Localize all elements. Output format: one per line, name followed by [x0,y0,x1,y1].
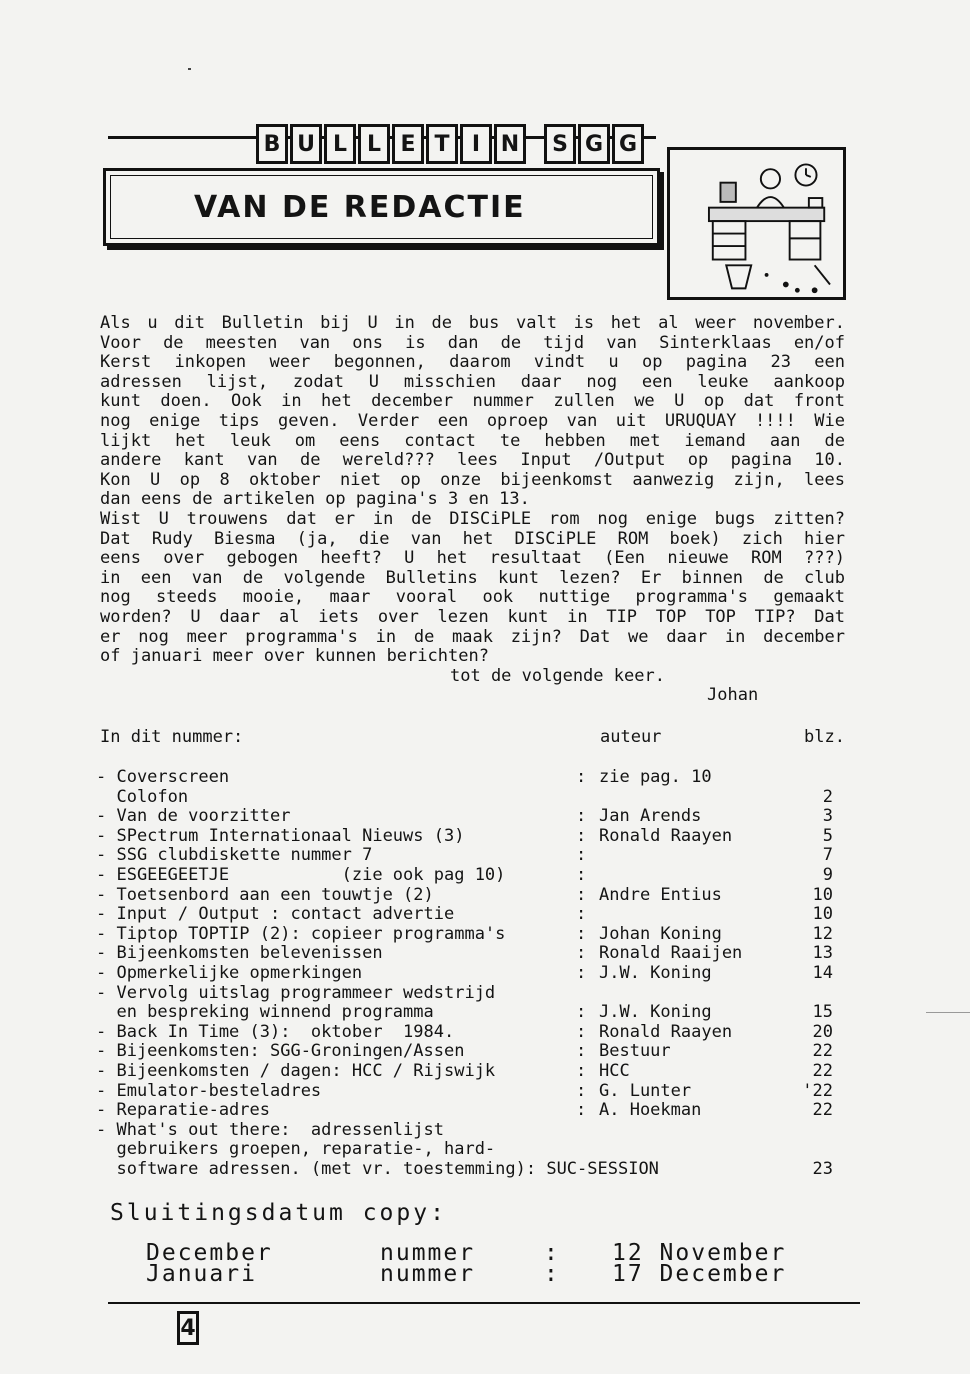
toc-author: Ronald Raayen [599,825,733,846]
intro-line: Wist U trouwens dat er in de DISCiPLE rom nog enige bugs zitten? [100,508,845,529]
toc-colon: : [576,1100,587,1121]
toc-title: - Bijeenkomsten: SGG-Groningen/Assen [96,1041,465,1062]
toc-author: Ronald Raaijen [599,943,743,964]
toc-colon: : [576,923,587,944]
masthead-letter: I [460,124,492,164]
toc-author: Andre Entius [599,884,722,905]
toc-row [96,983,846,1003]
toc-author: HCC [599,1060,630,1081]
signoff: tot de volgende keer. [450,665,665,686]
toc-author: A. Hoekman [599,1100,702,1121]
toc-page: 22 [812,1041,833,1062]
section-title: VAN DE REDACTIE [194,189,526,225]
toc-author: Johan Koning [599,923,722,944]
signature: Johan [707,685,759,706]
toc-title: - Emulator-besteladres [96,1080,322,1101]
intro-line: lijkt het leuk om eens contact te hebben met iemand aan de [100,430,845,451]
closing-date: 17 December [612,1261,787,1287]
bottom-rule [108,1302,860,1304]
intro-line: adressen lijst, zodat U misschien daar nog een leuke aankoop [100,371,845,392]
toc-row [96,826,846,846]
toc-colon: : [576,864,587,885]
toc-colon: : [576,962,587,983]
toc-title: en bespreking winnend programma [96,1002,434,1023]
intro-line: dan eens de artikelen op pagina's 3 en 13. [100,489,530,510]
toc-row [96,1120,846,1140]
toc-colon: : [576,1002,587,1023]
toc-title: - SPectrum Internationaal Nieuws (3) [96,825,465,846]
toc-colon: : [576,943,587,964]
toc-page: 22 [812,1060,833,1081]
intro-line: of januari meer over kunnen berichten? [100,646,489,667]
office-desk-illustration [667,147,846,300]
toc-row [96,1041,846,1061]
page-number: 4 [177,1311,199,1345]
masthead-letter: L [358,124,390,164]
toc-page: 7 [822,845,833,866]
toc-row [96,806,846,826]
toc-title: software adressen. (met vr. toestemming): SUC-SESSION [96,1158,659,1179]
toc-title: - What's out there: adressenlijst [96,1119,444,1140]
intro-line: Voor de meesten van ons is dan de tijd van Sinterklaas en/of [100,332,845,353]
toc-colon: : [576,1041,587,1062]
intro-line: Dat Rudy Biesma (ja, die van het DISCiPLE ROM boek) zich hier [100,528,845,549]
toc-author: J.W. Koning [599,1002,712,1023]
toc-title: - Bijeenkomsten belevenissen [96,943,383,964]
toc-colon: : [576,1080,587,1101]
toc-page: 3 [822,806,833,827]
masthead [256,124,644,164]
toc-title: - ESGEEGEETJE (zie ook pag 10) [96,864,506,885]
toc-heading: In dit nummer: [100,727,244,747]
toc-author: Jan Arends [599,806,702,827]
toc-row [96,885,846,905]
toc-title: - Tiptop TOPTIP (2): copieer programma's [96,923,506,944]
toc-author: Bestuur [599,1041,671,1062]
toc-page: 2 [822,786,833,807]
toc-title: - SSG clubdiskette nummer 7 [96,845,373,866]
intro-line: nog steeds mooie, maar vooral ook nuttige programma's gemaakt [100,587,845,608]
toc-title: - Van de voorzitter [96,806,291,827]
masthead-letter: T [426,124,458,164]
intro-line: worden? U daar al iets over lezen kunt in TIP TOP TOP TIP? Dat [100,606,845,627]
toc-colon: : [576,884,587,905]
toc-colon: : [576,825,587,846]
toc-author: zie pag. 10 [599,767,712,787]
toc-title: Colofon [96,786,189,807]
closing-date: 12 November [612,1240,787,1266]
intro-line: kunt doen. Ook in het december nummer zullen we U op dat front [100,391,845,412]
intro-line: in een van de volgende Bulletins kunt lezen? Er binnen de club [100,567,845,588]
toc-row [96,924,846,944]
toc-page: 23 [812,1158,833,1179]
toc-row [96,767,846,787]
toc-page: 9 [822,864,833,885]
office-desk-icon [670,150,843,297]
closing-title: Sluitingsdatum copy: [110,1200,447,1226]
toc-page: 20 [812,1021,833,1042]
masthead-letter: B [256,124,288,164]
toc-page: 10 [812,884,833,905]
closing-month: Januari [146,1261,257,1287]
toc-page: 13 [812,943,833,964]
toc-row [96,1159,846,1179]
edge-mark [926,1012,970,1013]
intro-text [100,314,845,706]
toc-page: 12 [812,923,833,944]
toc-colon: : [576,904,587,925]
intro-line: andere kant van de wereld??? lees Input /Output op pagina 10. [100,450,845,471]
masthead-letter: E [392,124,424,164]
intro-line: eens over gebogen heeft? U het resultaat (Een nieuwe ROM ???) [100,548,845,569]
toc-title: - Bijeenkomsten / dagen: HCC / Rijswijk [96,1060,496,1081]
toc-page: 10 [812,904,833,925]
toc-colon: : [576,767,587,787]
toc-title: gebruikers groepen, reparatie-, hard- [96,1139,496,1160]
closing-colon: : [544,1261,560,1287]
toc-colon: : [576,845,587,866]
toc-title: - Reparatie-adres [96,1100,270,1121]
toc-column-author: auteur [600,727,662,747]
table-of-contents [96,767,846,1178]
intro-line: Kerst inkopen weer begonnen, daarom vindt u op pagina 23 een [100,352,845,373]
toc-row [96,1081,846,1101]
toc-row [96,787,846,807]
toc-author: G. Lunter [599,1080,692,1101]
toc-row [96,845,846,865]
closing-label: nummer [380,1261,476,1287]
toc-author: Ronald Raayen [599,1021,733,1042]
toc-colon: : [576,806,587,827]
ink-speck [188,68,191,70]
closing-label: nummer [380,1240,476,1266]
toc-row [96,943,846,963]
intro-line: Als u dit Bulletin bij U in de bus valt is het al weer november. [100,313,845,333]
toc-title: - Coverscreen [96,767,230,787]
closing-month: December [146,1240,273,1266]
masthead-letter: G [612,124,644,164]
intro-line: nog enige tips geven. Verder een oproep van uit URUQUAY !!!! Wie [100,410,845,431]
masthead-letter: L [324,124,356,164]
toc-colon: : [576,1021,587,1042]
toc-title: - Input / Output : contact advertie [96,904,455,925]
closing-colon: : [544,1240,560,1266]
toc-page: '22 [802,1080,833,1101]
masthead-letter: U [290,124,322,164]
toc-header [100,727,845,747]
masthead-letter: N [494,124,526,164]
section-title-box [103,168,660,246]
toc-colon: : [576,1060,587,1081]
toc-row [96,963,846,983]
intro-line: er nog meer programma's in de maak zijn? Dat we daar in december [100,626,845,647]
toc-page: 22 [812,1100,833,1121]
toc-row [96,1061,846,1081]
toc-page: 14 [812,962,833,983]
toc-row [96,1022,846,1042]
toc-title: - Back In Time (3): oktober 1984. [96,1021,455,1042]
intro-line: Kon U op 8 oktober niet op onze bijeenkomst aanwezig zijn, lees [100,469,845,490]
toc-row [96,865,846,885]
toc-title: - Opmerkelijke opmerkingen [96,962,363,983]
toc-row [96,1139,846,1159]
toc-page: 15 [812,1002,833,1023]
toc-column-page: blz. [804,727,845,747]
toc-row [96,904,846,924]
toc-author: J.W. Koning [599,962,712,983]
toc-title: - Vervolg uitslag programmeer wedstrijd [96,982,496,1003]
toc-page: 5 [822,825,833,846]
toc-row [96,1002,846,1022]
masthead-letter: G [578,124,610,164]
masthead-letter: S [544,124,576,164]
toc-row [96,1100,846,1120]
toc-title: - Toetsenbord aan een touwtje (2) [96,884,434,905]
